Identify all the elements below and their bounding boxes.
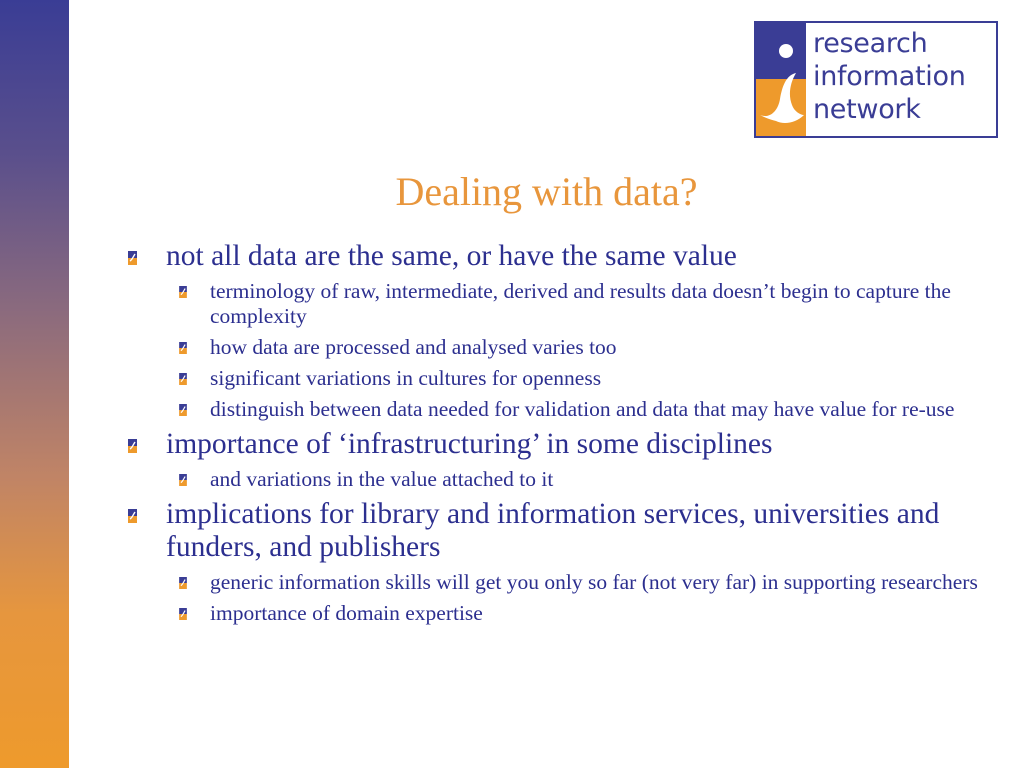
bullet-item [124, 498, 984, 564]
sub-bullet-item [124, 570, 984, 595]
sub-bullet-item [124, 335, 984, 360]
bullet-icon [179, 608, 187, 620]
sub-bullet-text: generic information skills will get you only so far (not very far) in supporting researchers [210, 570, 978, 594]
logo-line: network [813, 94, 921, 125]
sub-bullet-text: importance of domain expertise [210, 601, 483, 625]
sub-bullet-item [124, 279, 984, 329]
rin-logo-text [813, 27, 966, 126]
sub-bullet-item [124, 366, 984, 391]
bullet-text: importance of ‘infrastructuring’ in some disciplines [166, 428, 773, 460]
bullet-list [124, 240, 984, 626]
slide-title: Dealing with data? [395, 169, 698, 214]
bullet-icon [179, 474, 187, 486]
bullet-icon [179, 404, 187, 416]
left-gradient-bar [0, 0, 69, 768]
bullet-item [124, 428, 984, 461]
rin-logo-mark-icon [756, 23, 806, 136]
sub-bullet-text: terminology of raw, intermediate, derived and results data doesn’t begin to capture the complexity [210, 279, 951, 328]
logo-line: information [813, 61, 966, 92]
sub-bullet-text: significant variations in cultures for openness [210, 366, 602, 390]
sub-bullet-text: distinguish between data needed for validation and data that may have value for re-use [210, 397, 955, 421]
sub-bullet-item [124, 397, 984, 422]
sub-bullet-item [124, 601, 984, 626]
logo-line: research [813, 28, 928, 59]
bullet-icon [179, 342, 187, 354]
bullet-icon [179, 577, 187, 589]
sub-bullet-text: how data are processed and analysed varies too [210, 335, 617, 359]
sub-bullet-item [124, 467, 984, 492]
bullet-icon [179, 286, 187, 298]
sub-bullet-text: and variations in the value attached to it [210, 467, 554, 491]
bullet-icon [179, 373, 187, 385]
bullet-icon [128, 439, 137, 453]
bullet-text: implications for library and information services, universities and funders, and publishers [166, 498, 940, 563]
bullet-text: not all data are the same, or have the same value [166, 240, 737, 272]
bullet-icon [128, 251, 137, 265]
bullet-item [124, 240, 984, 273]
bullet-icon [128, 509, 137, 523]
rin-logo [754, 21, 998, 138]
